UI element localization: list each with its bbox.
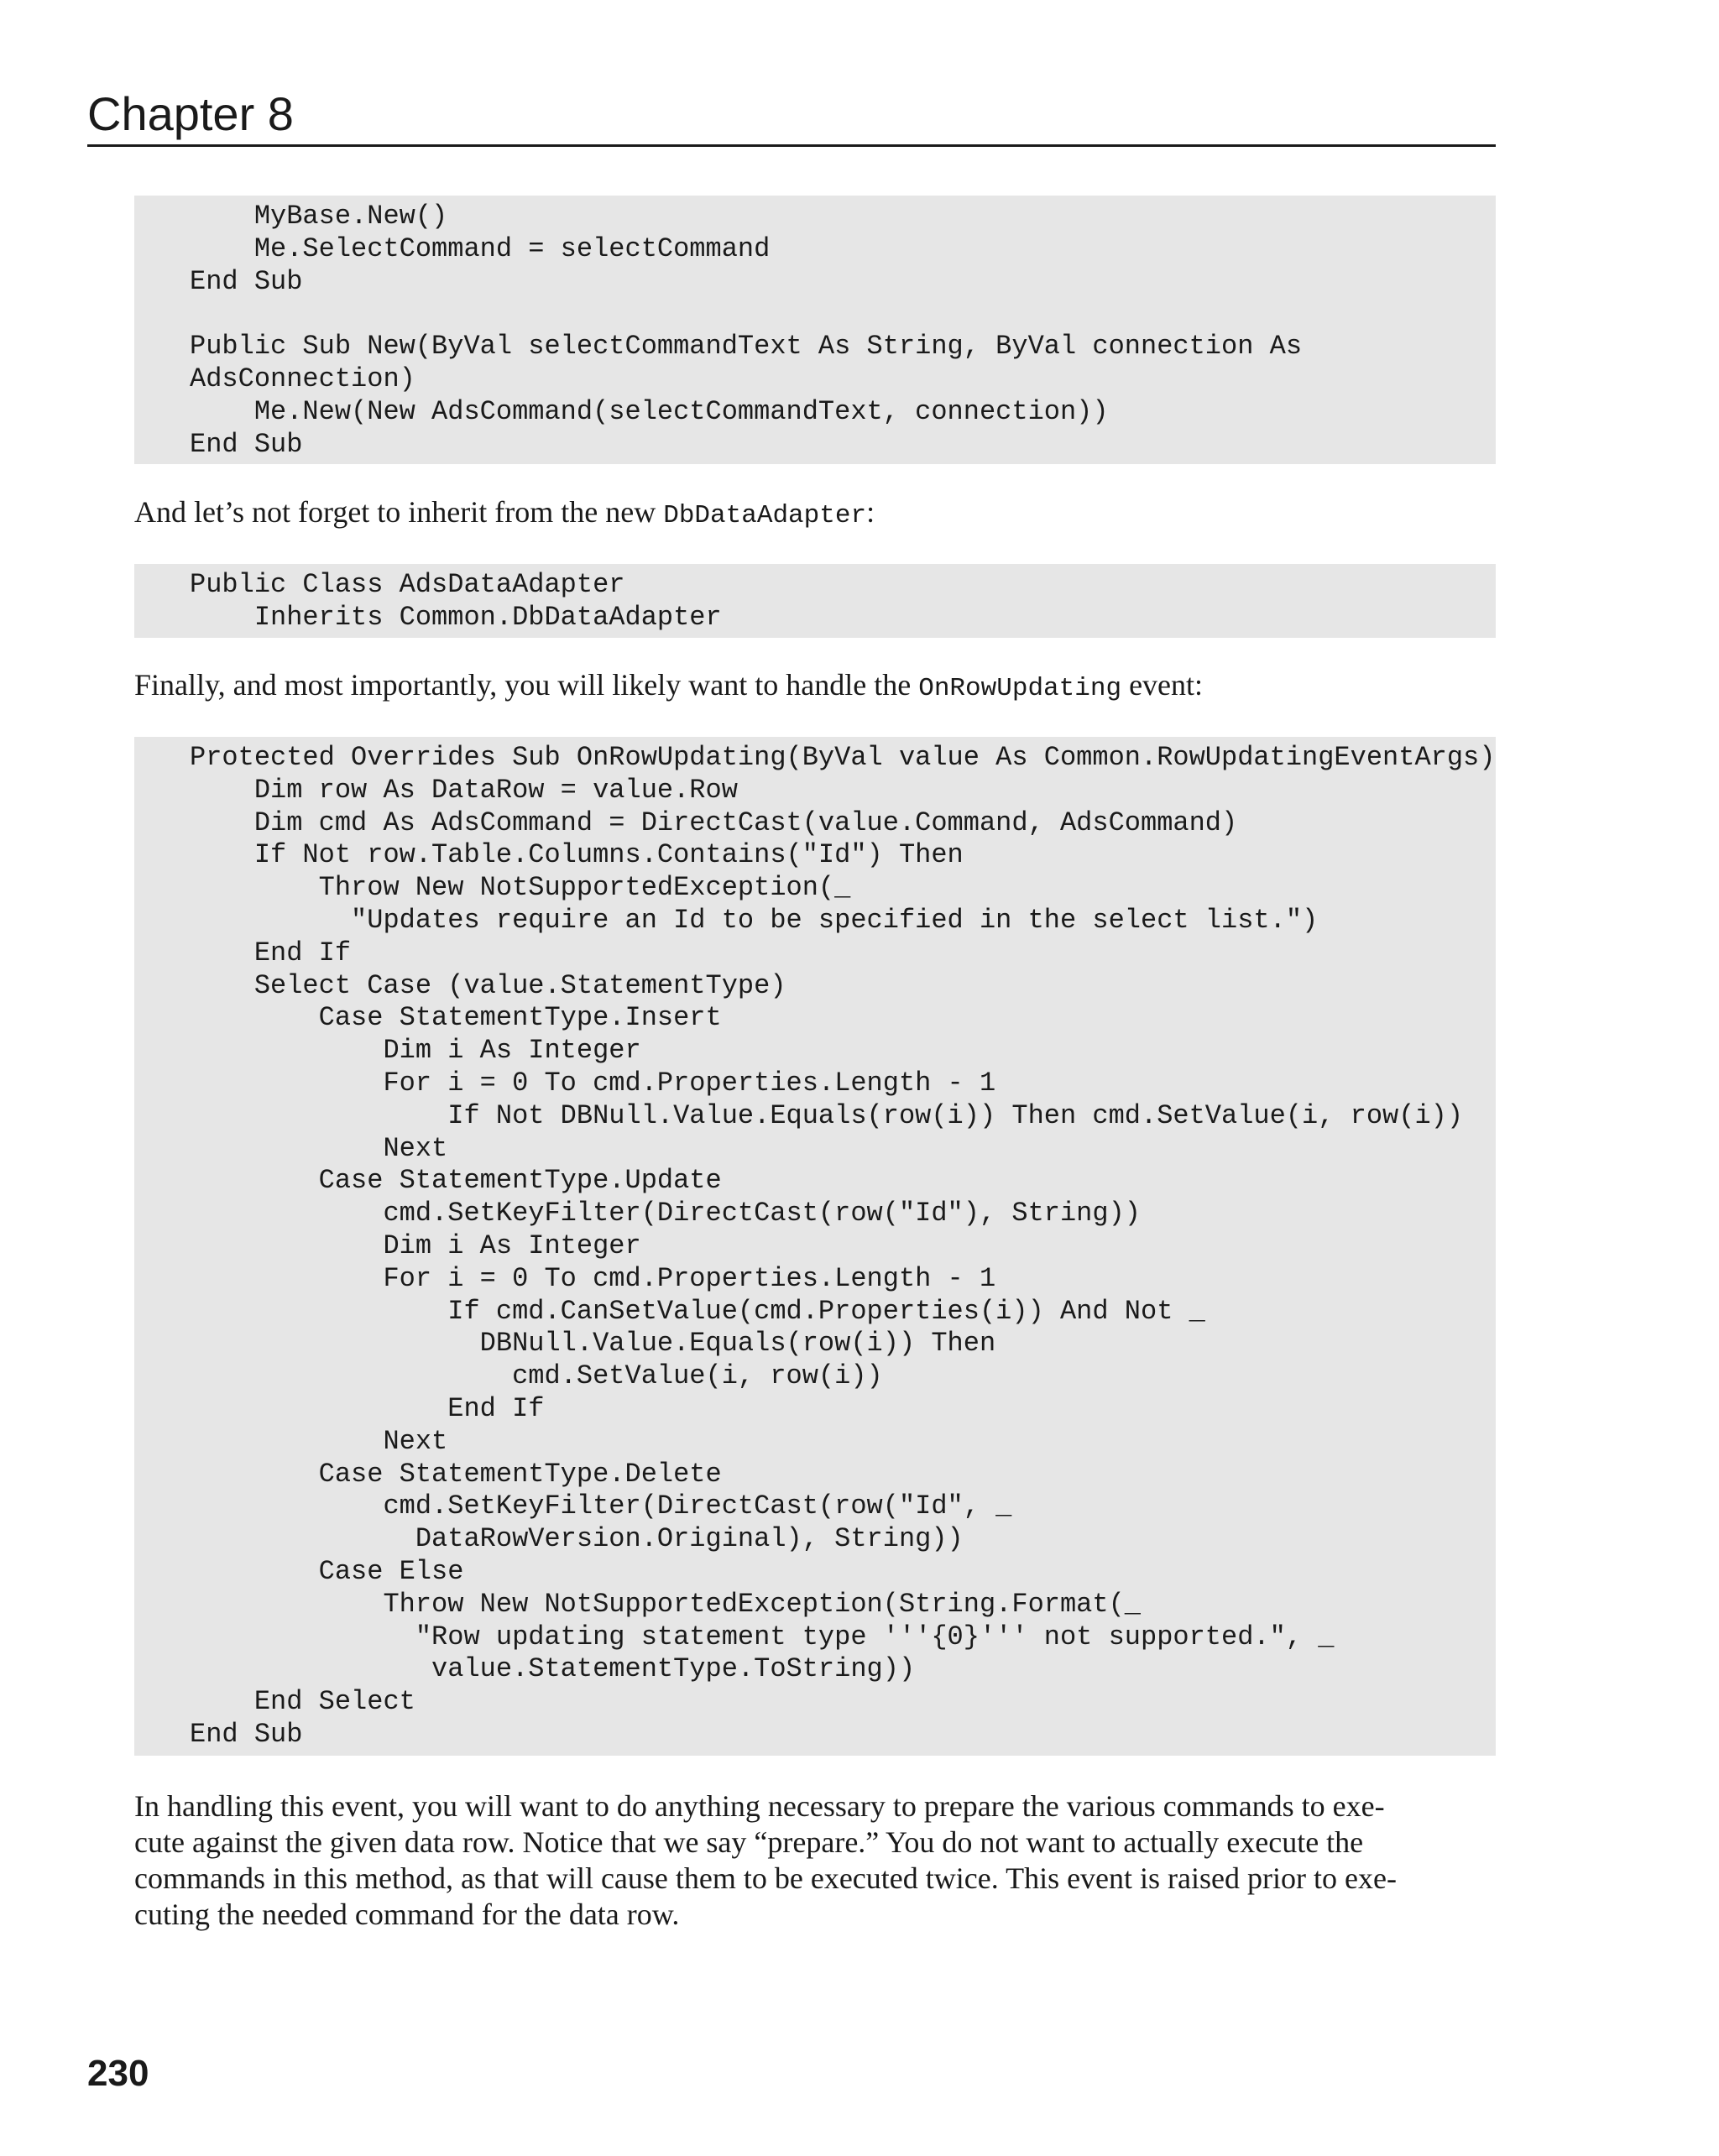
paragraph-text: And let’s not forget to inherit from the new (134, 495, 664, 529)
code-line: Dim i As Integer (190, 1229, 641, 1261)
code-line: End Sub (190, 428, 303, 460)
chapter-title: Chapter 8 (87, 87, 294, 140)
code-line: End Sub (190, 265, 303, 297)
paragraph-line: cute against the given data row. Notice that we say “prepare.” You do not want to actually execute the (134, 1825, 1364, 1859)
code-line: Next (190, 1132, 448, 1164)
paragraph-inherit (134, 494, 1496, 534)
inline-code: DbDataAdapter (663, 501, 867, 530)
paragraph-line: cuting the needed command for the data row. (134, 1898, 680, 1931)
code-line: DataRowVersion.Original), String)) (190, 1523, 964, 1555)
paragraph-line: commands in this method, as that will cause them to be executed twice. This event is raised prior to exe- (134, 1861, 1397, 1895)
code-line: value.StatementType.ToString)) (190, 1653, 916, 1685)
page-number: 230 (87, 2053, 149, 2094)
code-line: "Row updating statement type '''{0}''' not supported.", _ (190, 1621, 1335, 1652)
code-line: End Select (190, 1686, 415, 1718)
code-block-class-declaration (134, 564, 1496, 638)
code-line: Next (190, 1425, 448, 1457)
code-line: Throw New NotSupportedException(_ (190, 872, 851, 904)
code-line: Public Sub New(ByVal selectCommandText As String, ByVal connection As (190, 331, 1303, 363)
paragraph-text: event: (1121, 668, 1204, 702)
code-line: End If (190, 937, 352, 968)
code-line: "Updates require an Id to be specified in the select list.") (190, 904, 1319, 936)
code-line: Case StatementType.Update (190, 1165, 722, 1197)
code-line: cmd.SetValue(i, row(i)) (190, 1360, 883, 1392)
chapter-header (87, 84, 1496, 147)
paragraph-text: Finally, and most importantly, you will likely want to handle the (134, 668, 919, 702)
code-line: MyBase.New() (190, 201, 448, 232)
code-line: cmd.SetKeyFilter(DirectCast(row("Id", _ (190, 1490, 1012, 1522)
code-line: Public Class AdsDataAdapter (190, 569, 625, 600)
code-line: DBNull.Value.Equals(row(i)) Then (190, 1328, 996, 1360)
code-line: Me.New(New AdsCommand(selectCommandText, connection)) (190, 395, 1109, 427)
code-line: Throw New NotSupportedException(String.Format(_ (190, 1588, 1141, 1620)
code-line: End Sub (190, 1718, 303, 1750)
code-line: Case StatementType.Delete (190, 1458, 722, 1490)
code-line: Case Else (190, 1555, 464, 1587)
code-line: End If (190, 1392, 545, 1424)
code-line: If Not DBNull.Value.Equals(row(i)) Then cmd.SetValue(i, row(i)) (190, 1099, 1464, 1131)
code-line: If Not row.Table.Columns.Contains("Id") Then (190, 839, 964, 871)
code-line: cmd.SetKeyFilter(DirectCast(row("Id"), String)) (190, 1198, 1141, 1229)
code-block-onrowupdating (134, 737, 1496, 1756)
code-line: If cmd.CanSetValue(cmd.Properties(i)) And Not _ (190, 1295, 1205, 1327)
paragraph-line: In handling this event, you will want to do anything necessary to prepare the various commands to exe- (134, 1789, 1385, 1823)
paragraph-text: : (866, 495, 875, 529)
code-line: For i = 0 To cmd.Properties.Length - 1 (190, 1067, 996, 1099)
inline-code: OnRowUpdating (918, 674, 1122, 703)
code-line: Dim cmd As AdsCommand = DirectCast(value.Command, AdsCommand) (190, 807, 1238, 838)
paragraph-explanation (134, 1788, 1496, 1933)
code-line: Select Case (value.StatementType) (190, 969, 786, 1001)
code-line: AdsConnection) (190, 363, 415, 394)
code-line: For i = 0 To cmd.Properties.Length - 1 (190, 1262, 996, 1294)
code-line: Dim i As Integer (190, 1035, 641, 1067)
code-block-constructors (134, 196, 1496, 464)
code-line: Inherits Common.DbDataAdapter (190, 601, 722, 633)
code-line: Dim row As DataRow = value.Row (190, 774, 738, 806)
code-line (190, 298, 1496, 331)
code-line: Me.SelectCommand = selectCommand (190, 232, 771, 264)
paragraph-handle-event (134, 667, 1496, 707)
code-line: Case StatementType.Insert (190, 1002, 722, 1034)
code-line: Protected Overrides Sub OnRowUpdating(ByVal value As Common.RowUpdatingEventArgs) (190, 742, 1496, 773)
